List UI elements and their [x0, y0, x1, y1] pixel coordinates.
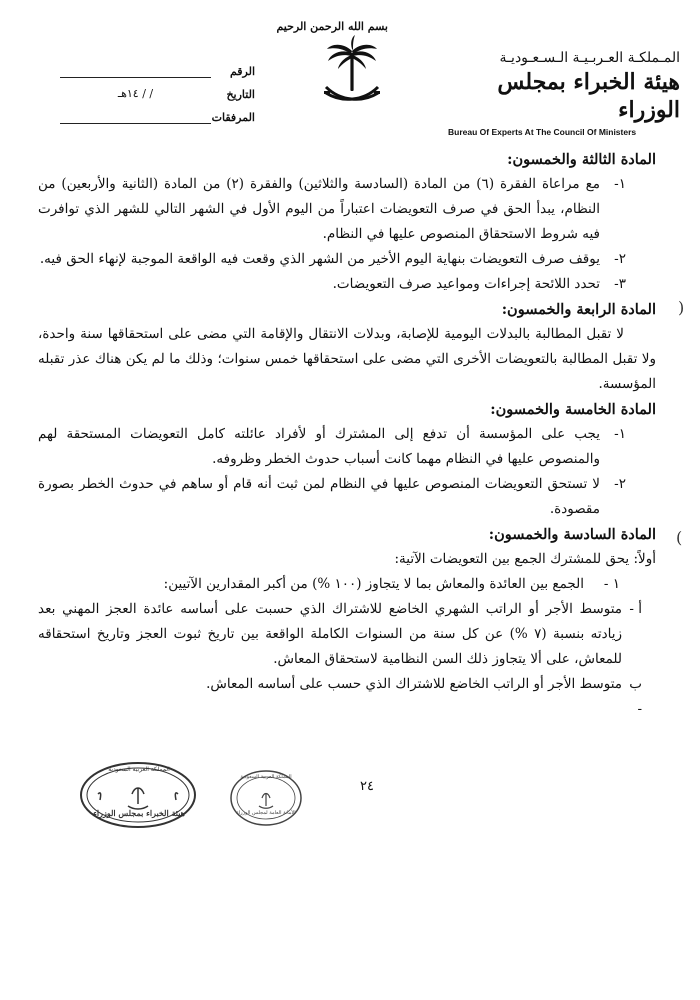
clause-text: مع مراعاة الفقرة (٦) من المادة (السادسة والثلاثين) والفقرة (٢) من المادة (الثانية والأربعين) من النظام، يبدأ الحق في صرف التعويضات اعتباراً من اليوم الأول في الشهر التالي للشهر الذي توافرت فيه شروط الاستحقاق المنصوص عليها في النظام.: [38, 176, 600, 242]
page-number: ٢٤: [360, 779, 374, 794]
bureau-name-english: Bureau Of Experts At The Council Of Ministers: [448, 127, 637, 137]
seal-small-bottom-text: الأمانة العامة لمجلس الوزراء: [236, 810, 296, 816]
clause-number: ٣-: [614, 276, 626, 292]
clause: [38, 172, 656, 247]
sub-clause: [38, 597, 656, 672]
paragraph-text: لا تقبل المطالبة بالبدلات اليومية للإصابة، وبدلات الانتقال والإقامة التي مضى على استحقاقها سنة واحدة، ولا تقبل المطالبة بالتعويضات الأخرى التي مضى على استحقاقها خمس سنوات؛ وذلك ما لم يكن هناك عذر تقبله المؤسسة.: [38, 326, 656, 392]
seal-large-bottom-text: هيئة الخبراء بمجلس الوزراء: [93, 808, 185, 818]
reference-number-row: [60, 55, 255, 78]
attachments-field: [60, 109, 211, 124]
article-heading: المادة الثالثة والخمسون:: [507, 151, 656, 168]
basmala: بسم الله الرحمن الرحيم: [276, 20, 388, 33]
clause-number: ٢-: [614, 476, 626, 492]
bureau-name-arabic: هيئة الخبراء بمجلس الوزراء: [497, 69, 680, 123]
sub-clause-letter: أ -: [629, 601, 642, 617]
date-label: التاريخ: [226, 88, 255, 101]
clause-number: ٢-: [614, 251, 626, 267]
clause: [38, 247, 656, 272]
clause: [38, 472, 656, 522]
reference-fields: [60, 55, 255, 124]
article-heading: المادة الخامسة والخمسون:: [490, 401, 656, 418]
clause-text: الجمع بين العائدة والمعاش بما لا يتجاوز (١٠٠ %) من أكبر المقدارين الآتيين:: [163, 576, 584, 592]
kingdom-name: المـملكـة العـربـيـة الـسـعـوديـة: [499, 50, 680, 66]
article-heading: المادة السادسة والخمسون:: [488, 526, 656, 543]
clause-text: يوقف صرف التعويضات بنهاية اليوم الأخير من الشهر الذي وقعت فيه الواقعة الموجبة لإنهاء الحق فيه.: [39, 251, 600, 267]
seal-small-top-text: المملكة العربية السعودية: [240, 774, 292, 780]
clause-text: تحدد اللائحة إجراءات ومواعيد صرف التعويضات.: [332, 276, 600, 292]
clause-text: لا تستحق التعويضات المنصوص عليها في النظام لمن ثبت أنه قام أو ساهم في حدوث الخطر بصورة مقصودة.: [38, 476, 600, 517]
date-field: / / ١٤هـ: [117, 87, 154, 100]
letterhead-organization: [440, 50, 680, 137]
sub-clause-text: متوسط الأجر أو الراتب الشهري الخاضع للاشتراك الذي حسبت على أساسه عائدة العجز المهني بعد زيادته بنسبة (٧ %) عن كل سنة من السنوات الكاملة الواقعة بين تاريخ ثبوت العجز وتاريخ استحقاقه للمعاش، على ألا يتجاوز ذلك السن النظامية لاستحقاق المعاش.: [38, 601, 622, 667]
margin-bracket-icon: ): [676, 528, 683, 547]
reference-number-field: [60, 63, 211, 78]
attachments-row: [60, 101, 255, 124]
clause: [38, 272, 656, 297]
date-row: [60, 78, 255, 101]
clause: [38, 422, 656, 472]
sub-clause-letter: ب -: [629, 676, 642, 717]
article-heading: المادة الرابعة والخمسون:: [501, 301, 656, 318]
reference-label: الرقم: [229, 65, 255, 78]
document-body: [38, 147, 656, 722]
article-paragraph: [38, 322, 656, 397]
clause-number: ١-: [614, 426, 626, 442]
clause-number: ١-: [614, 176, 626, 192]
seal-large-top-text: المملكة العربية السعودية: [108, 766, 170, 773]
attachments-label: المرفقات: [211, 111, 255, 124]
article-intro: أولاً: يحق للمشترك الجمع بين التعويضات الآتية:: [394, 551, 656, 567]
sub-clause-text: متوسط الأجر أو الراتب الخاضع للاشتراك الذي حسب على أساسه المعاش.: [206, 676, 622, 692]
letterhead-emblem: [276, 20, 388, 109]
clause-text: يجب على المؤسسة أن تدفع إلى المشترك أو لأفراد عائلته كامل التعويضات المستحقة لهم والمنصوص عليها في النظام مهما كانت أسباب حدوث الخطر وظروفه.: [38, 426, 600, 467]
sub-clause: [38, 672, 656, 722]
clause-number: ١ -: [603, 576, 620, 592]
palm-swords-emblem-icon: [322, 35, 382, 109]
margin-bracket-icon: (: [678, 298, 685, 317]
clause: [38, 572, 656, 597]
